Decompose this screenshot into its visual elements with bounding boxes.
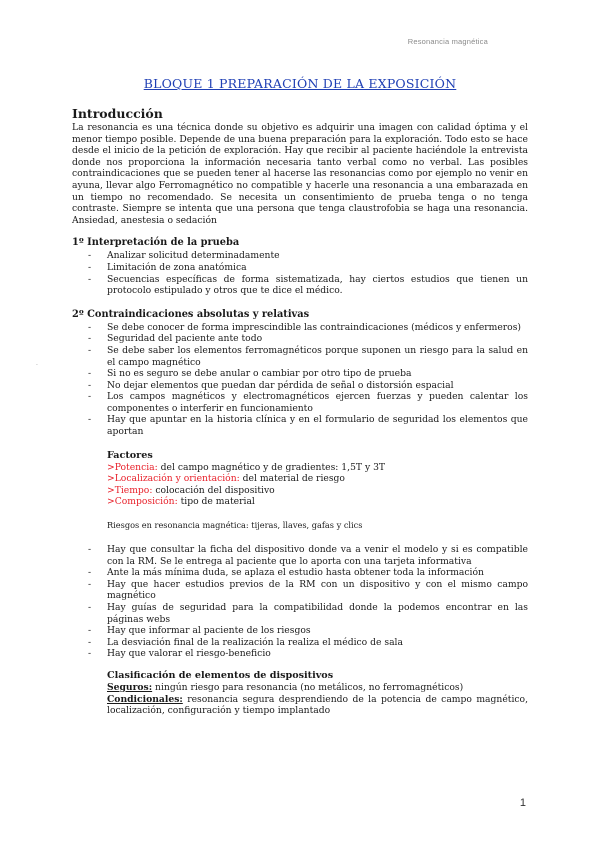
factor-item: [107, 485, 528, 497]
classification-label: Condicionales:: [107, 693, 183, 705]
list-item: - Si no es seguro se debe anular o cambiar por otro tipo de prueba: [72, 368, 528, 380]
factor-label: >Localización y orientación:: [107, 473, 240, 485]
factor-label: >Composición:: [107, 496, 178, 508]
list-item: - Hay que informar al paciente de los riesgos: [72, 625, 528, 637]
factor-text: del campo magnético y de gradientes: 1,5T y 3T: [157, 461, 386, 473]
page-number: 1: [519, 797, 526, 809]
factor-text: colocación del dispositivo: [152, 484, 275, 496]
classification-item: [107, 682, 528, 694]
factor-item: [107, 462, 528, 474]
list-item: - Se debe saber los elementos ferromagnéticos porque suponen un riesgo para la salud en el campo magnético: [72, 345, 528, 368]
factor-item: [107, 473, 528, 485]
section1-list: [72, 250, 528, 296]
factors-block: [107, 450, 528, 531]
section2-list: [72, 322, 528, 438]
list-item: - Ante la más mínima duda, se aplaza el estudio hasta obtener toda la información: [72, 567, 528, 579]
list-item: - Limitación de zona anatómica: [72, 262, 528, 274]
classification-text: ningún riesgo para resonancia (no metálicos, no ferromagnéticos): [152, 681, 464, 693]
factor-text: tipo de material: [177, 496, 255, 508]
factor-label: >Tiempo:: [107, 484, 153, 496]
risks-note: Riesgos en resonancia magnética: tijeras, llaves, gafas y clics: [107, 520, 363, 531]
intro-paragraph: La resonancia es una técnica donde su objetivo es adquirir una imagen con calidad óptima y el menor tiempo posible. Depende de una buena preparación para la exploración. Todo esto se hace desde el inicio de la petición de exploración. Hay que recibir al paciente haciéndole la entrevista donde nos proporciona la información necesaria tanto verbal como no verbal. Las posibles contraindicaciones que se pueden tener al hacerse las resonancias como por ejemplo no venir en ayuna, llevar algo Ferromagnético no compatible y hacerle una resonancia a una embarazada en un tiempo no recomendado. Se necesita un consentimiento de prueba tenga o no tenga contraste. Siempre se intenta que una persona que tenga claustrofobia se haga una resonancia. Ansiedad, anestesia o sedación: [72, 122, 528, 226]
list-item: - Hay que valorar el riesgo-beneficio: [72, 648, 528, 660]
classification-label: Seguros:: [107, 681, 153, 693]
document-title: BLOQUE 1 PREPARACIÓN DE LA EXPOSICIÓN: [143, 76, 457, 91]
margin-mark: .: [36, 360, 38, 367]
list-item: - No dejar elementos que puedan dar pérdida de señal o distorsión espacial: [72, 380, 528, 392]
running-header: Resonancia magnética: [407, 37, 488, 46]
list-item: - Hay que hacer estudios previos de la RM con un dispositivo y con el mismo campo magnético: [72, 579, 528, 602]
section2-heading: 2º Contraindicaciones absolutas y relativas: [72, 308, 310, 320]
list-item: - La desviación final de la realización la realiza el médico de sala: [72, 637, 528, 649]
list-item: - Secuencias específicas de forma sistematizada, hay ciertos estudios que tienen un protocolo estipulado y otros que te dice el médico.: [72, 274, 528, 297]
section2-list-continued: [72, 544, 528, 660]
classification-block: [107, 670, 528, 717]
classification-text: resonancia segura desprendiendo de la potencia de campo magnético, localización, configuración y tiempo implantado: [107, 693, 528, 717]
classification-item: [107, 694, 528, 717]
factor-label: >Potencia:: [107, 461, 158, 473]
list-item: - Los campos magnéticos y electromagnéticos ejercen fuerzas y pueden calentar los componentes o interferir en funcionamiento: [72, 391, 528, 414]
factor-item: [107, 496, 528, 508]
list-item: - Hay guías de seguridad para la compatibilidad donde la podemos encontrar en las páginas webs: [72, 602, 528, 625]
document-body: [72, 106, 528, 717]
classification-heading: Clasificación de elementos de dispositivos: [107, 669, 334, 681]
list-item: - Analizar solicitud determinadamente: [72, 250, 528, 262]
factors-heading: Factores: [107, 449, 153, 461]
list-item: - Hay que consultar la ficha del dispositivo donde va a venir el modelo y si es compatible con la RM. Se le entrega al paciente que lo aporta con una tarjeta informativa: [72, 544, 528, 567]
factor-text: del material de riesgo: [239, 473, 345, 485]
list-item: - Se debe conocer de forma imprescindible las contraindicaciones (médicos y enfermeros): [72, 322, 528, 334]
section1-heading: 1º Interpretación de la prueba: [72, 237, 240, 249]
list-item: - Hay que apuntar en la historia clínica y en el formulario de seguridad los elementos que aportan: [72, 414, 528, 437]
intro-heading: Introducción: [72, 106, 163, 121]
list-item: - Seguridad del paciente ante todo: [72, 333, 528, 345]
